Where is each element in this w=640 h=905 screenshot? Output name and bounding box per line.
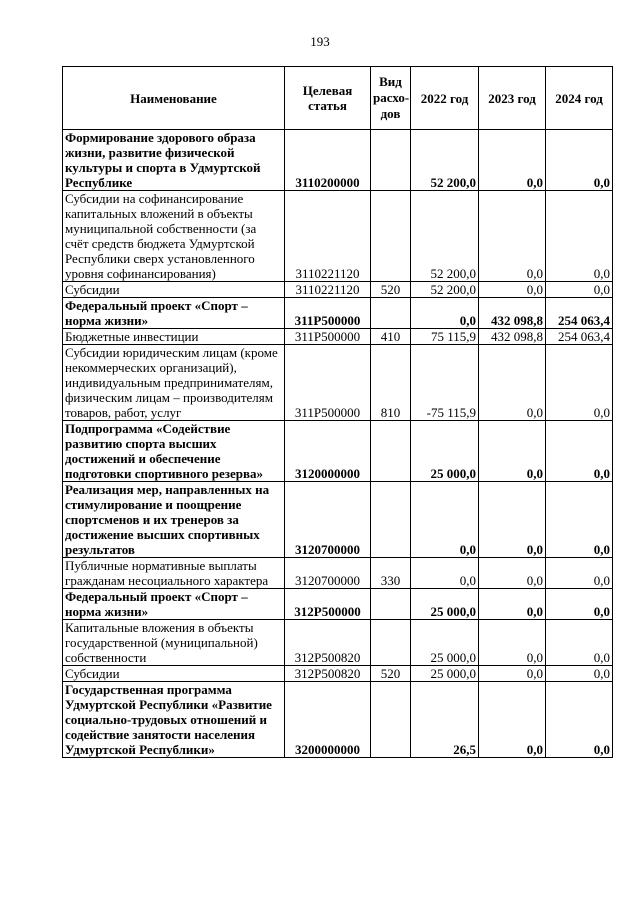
table-row [63,345,613,421]
table-row [63,666,613,682]
row-2023: 432 098,8 [479,329,546,345]
row-2023: 0,0 [479,666,546,682]
row-name: Капитальные вложения в объекты государственной (муниципальной) собственности [63,620,285,666]
row-2024: 0,0 [546,421,613,482]
table-row [63,589,613,620]
row-2022: 0,0 [411,298,479,329]
row-name: Субсидии [63,666,285,682]
row-2022: 0,0 [411,482,479,558]
table-row [63,329,613,345]
row-2022: 52 200,0 [411,282,479,298]
row-code: 3110221120 [285,282,371,298]
row-name: Субсидии на софинансирование капитальных вложений в объекты муниципальной собственности (за счёт средств бюджета Удмуртской Республики сверх установленного уровня софинансирования) [63,191,285,282]
row-code: 311Р500000 [285,298,371,329]
header-target: Целевая статья [285,67,371,130]
row-type: 520 [371,282,411,298]
row-2024: 0,0 [546,620,613,666]
table-row [63,620,613,666]
row-code: 3110200000 [285,130,371,191]
row-2023: 0,0 [479,345,546,421]
row-2024: 0,0 [546,191,613,282]
table-header-row [63,67,613,130]
row-2022: 0,0 [411,558,479,589]
row-2024: 0,0 [546,682,613,758]
table-row [63,482,613,558]
row-type [371,589,411,620]
row-code: 311Р500000 [285,345,371,421]
row-2024: 0,0 [546,589,613,620]
table-row [63,558,613,589]
row-type: 330 [371,558,411,589]
row-2023: 0,0 [479,589,546,620]
row-2023: 0,0 [479,282,546,298]
table-row [63,191,613,282]
row-2023: 0,0 [479,130,546,191]
row-code: 3120000000 [285,421,371,482]
row-2023: 0,0 [479,558,546,589]
row-code: 312Р500820 [285,620,371,666]
row-2022: 25 000,0 [411,589,479,620]
row-name: Субсидии [63,282,285,298]
row-type [371,482,411,558]
row-code: 3120700000 [285,558,371,589]
row-2022: 25 000,0 [411,421,479,482]
row-2022: 25 000,0 [411,620,479,666]
row-2024: 0,0 [546,130,613,191]
row-name: Формирование здорового образа жизни, развитие физической культуры и спорта в Удмуртской Республике [63,130,285,191]
table-row [63,298,613,329]
row-name: Публичные нормативные выплаты гражданам несоциального характера [63,558,285,589]
row-name: Реализация мер, направленных на стимулирование и поощрение спортсменов и их тренеров за достижение высших спортивных результатов [63,482,285,558]
row-2023: 0,0 [479,191,546,282]
row-name: Государственная программа Удмуртской Республики «Развитие социально-трудовых отношений и содействие занятости населения Удмуртской Республики» [63,682,285,758]
row-type: 410 [371,329,411,345]
table-row [63,130,613,191]
row-name: Федеральный проект «Спорт – норма жизни» [63,298,285,329]
row-code: 3200000000 [285,682,371,758]
row-2024: 0,0 [546,482,613,558]
row-2023: 0,0 [479,421,546,482]
row-2024: 254 063,4 [546,329,613,345]
row-2023: 0,0 [479,682,546,758]
table-row [63,282,613,298]
row-type [371,682,411,758]
row-2023: 0,0 [479,620,546,666]
table-row [63,682,613,758]
row-type [371,298,411,329]
row-2022: -75 115,9 [411,345,479,421]
row-2022: 52 200,0 [411,130,479,191]
row-name: Бюджетные инвестиции [63,329,285,345]
row-code: 3120700000 [285,482,371,558]
row-code: 3110221120 [285,191,371,282]
table-row [63,421,613,482]
row-name: Субсидии юридическим лицам (кроме некоммерческих организаций), индивидуальным предпринимателям, физическим лицам – производителям товаров, работ, услуг [63,345,285,421]
row-name: Федеральный проект «Спорт – норма жизни» [63,589,285,620]
row-type [371,421,411,482]
header-2024: 2024 год [546,67,613,130]
row-type: 810 [371,345,411,421]
page-number: 193 [310,34,330,49]
row-2022: 75 115,9 [411,329,479,345]
row-name: Подпрограмма «Содействие развитию спорта высших достижений и обеспечение подготовки спортивного резерва» [63,421,285,482]
row-2022: 26,5 [411,682,479,758]
row-type [371,130,411,191]
row-2023: 0,0 [479,482,546,558]
row-2023: 432 098,8 [479,298,546,329]
row-2024: 0,0 [546,558,613,589]
row-2024: 254 063,4 [546,298,613,329]
row-type [371,620,411,666]
row-code: 312Р500820 [285,666,371,682]
row-code: 311Р500000 [285,329,371,345]
budget-table [62,66,613,758]
row-2022: 52 200,0 [411,191,479,282]
row-type [371,191,411,282]
header-name: Наименование [63,67,285,130]
row-2024: 0,0 [546,345,613,421]
row-2022: 25 000,0 [411,666,479,682]
header-2022: 2022 год [411,67,479,130]
row-2024: 0,0 [546,282,613,298]
header-2023: 2023 год [479,67,546,130]
row-2024: 0,0 [546,666,613,682]
row-code: 312Р500000 [285,589,371,620]
row-type: 520 [371,666,411,682]
header-type: Вид расхо-дов [371,67,411,130]
